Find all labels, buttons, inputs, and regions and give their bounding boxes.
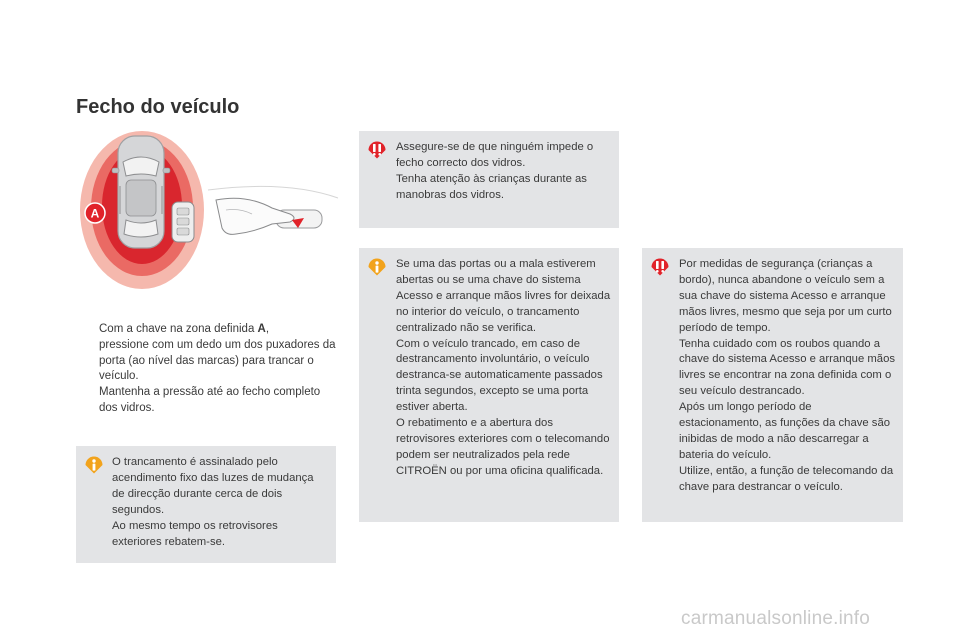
warning-windows-line-2: Tenha atenção às crianças durante as manobras dos vidros.	[396, 172, 587, 201]
instruction-step	[80, 322, 340, 417]
zone-a-label: A	[90, 206, 100, 221]
car-top-view	[112, 136, 170, 248]
instruction-line-2: pressione com um dedo um dos puxadores da porta (ao nível das marcas) para trancar o veículo.	[99, 338, 336, 383]
warning-icon	[651, 258, 669, 276]
info-doors-line-1: Se uma das portas ou a mala estiverem abertas ou se uma chave do sistema Acesso e arranque mãos livres for deixada no interior do veículo, o trancamento centralizado não se verifica.	[396, 258, 611, 334]
watermark: carmanualsonline.info	[681, 608, 871, 629]
info-icon	[368, 258, 386, 276]
info-box-doors	[359, 248, 619, 522]
info-doors-line-2: Com o veículo trancado, em caso de destrancamento involuntário, o veículo destranca-se automaticamente passados trinta segundos, excepto se uma porta estiver aberta.	[396, 337, 603, 414]
locking-illustration	[76, 128, 346, 298]
instruction-line-1: Com a chave na zona definida A,	[99, 323, 270, 335]
info-icon	[85, 456, 103, 474]
key-fob-icon	[172, 202, 194, 242]
page-title: Fecho do veículo	[76, 96, 240, 118]
car-zone-diagram	[76, 128, 346, 298]
warning-security-line-3: Após um longo período de estacionamento, as funções da chave são inibidas de modo a não descarregar a bateria do veículo.	[679, 401, 891, 461]
warning-security-line-4: Utilize, então, a função de telecomando da chave para destrancar o veículo.	[679, 464, 894, 493]
warning-windows-line-1: Assegure-se de que ninguém impede o fecho correcto dos vidros.	[396, 141, 594, 169]
instruction-text	[99, 322, 340, 417]
warning-security-line-2: Tenha cuidado com os roubos quando a chave do sistema Acesso e arranque mãos livres se encontrar na zona definida com o seu veículo destrancado.	[679, 337, 896, 398]
warning-security-line-1: Por medidas de segurança (crianças a bordo), nunca abandone o veículo sem a sua chave do sistema Acesso e arranque mãos livres, mesmo que seja por um curto período de tempo.	[679, 258, 892, 334]
info-box-locking-signal	[76, 446, 336, 563]
info-locking-line-2: Ao mesmo tempo os retrovisores exteriores rebatem-se.	[112, 519, 278, 548]
door-handle-hand-icon	[208, 186, 338, 234]
zone-key-label: A	[257, 323, 266, 335]
instruction-line-3: Mantenha a pressão até ao fecho completo dos vidros.	[99, 386, 321, 414]
warning-icon	[368, 141, 386, 159]
info-locking-line-1: O trancamento é assinalado pelo acendimento fixo das luzes de mudança de direcção durante cerca de dois segundos.	[112, 456, 314, 516]
info-doors-line-3: O rebatimento e a abertura dos retrovisores exteriores com o telecomando podem ser neutralizados pela rede CITROËN ou por uma oficina qualificada.	[396, 417, 610, 477]
warning-box-security	[642, 248, 903, 522]
warning-box-windows	[359, 131, 619, 228]
